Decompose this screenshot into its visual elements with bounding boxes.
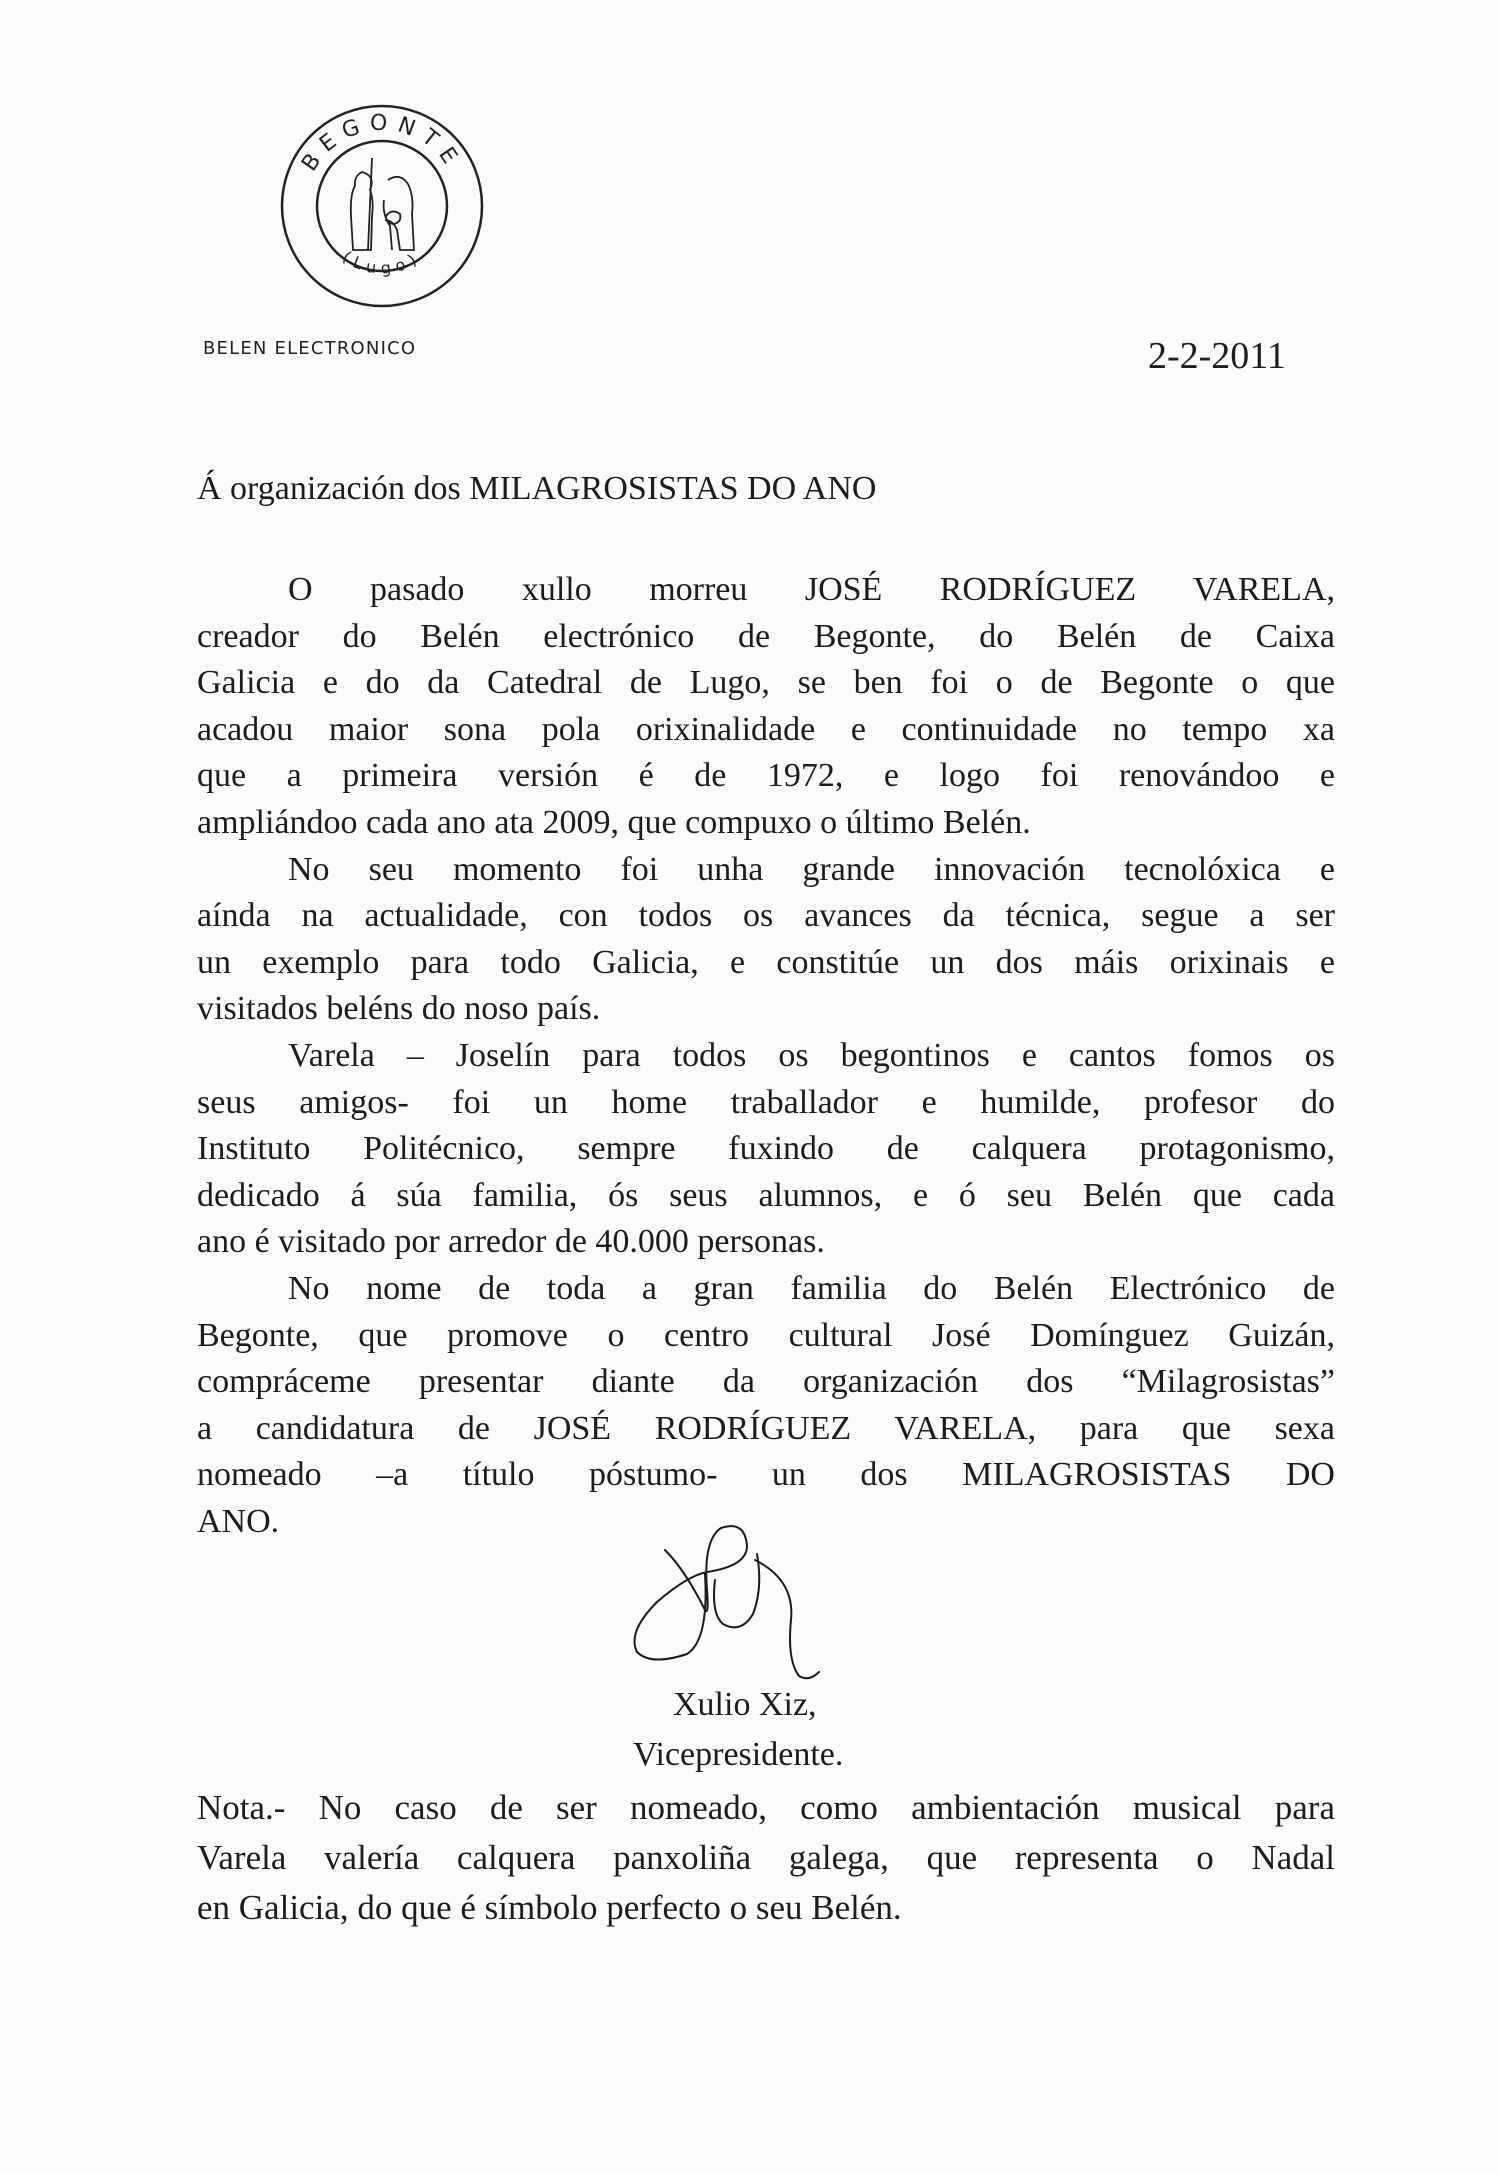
- note-line: Nota.- No caso de ser nomeado, como ambientación musical para: [197, 1788, 1335, 1827]
- body-line: visitados beléns do noso país.: [197, 990, 601, 1028]
- body-line: seus amigos- foi un home traballador e humilde, profesor do: [197, 1083, 1335, 1121]
- note-line: en Galicia, do que é símbolo perfecto o seu Belén.: [197, 1888, 902, 1927]
- signer-name: Xulio Xiz,: [673, 1686, 817, 1723]
- body-line: Galicia e do da Catedral de Lugo, se ben foi o de Begonte o que: [197, 664, 1335, 702]
- body-line: nomeado –a título póstumo- un dos MILAGROSISTAS DO: [197, 1456, 1335, 1494]
- body-line: Instituto Politécnico, sempre fuxindo de calquera protagonismo,: [197, 1130, 1335, 1168]
- body-line: No seu momento foi unha grande innovación tecnolóxica e: [288, 850, 1335, 888]
- note-paragraph: [197, 1783, 1335, 1933]
- body-line: Varela – Joselín para todos os begontinos e cantos fomos os: [288, 1036, 1335, 1074]
- body-line: ampliándoo cada ano ata 2009, que compuxo o último Belén.: [197, 803, 1031, 841]
- body-line: ano é visitado por arredor de 40.000 personas.: [197, 1223, 825, 1261]
- svg-text:(Lugo): (Lugo): [339, 247, 425, 278]
- body-line: Begonte, que promove o centro cultural José Domínguez Guizán,: [197, 1316, 1335, 1354]
- note-line: Varela valería calquera panxoliña galega, que representa o Nadal: [197, 1838, 1335, 1877]
- body-line: No nome de toda a gran familia do Belén Electrónico de: [288, 1269, 1335, 1307]
- signer-role: Vicepresidente.: [633, 1736, 844, 1773]
- body-line: un exemplo para todo Galicia, e constitúe un dos máis orixinais e: [197, 943, 1335, 981]
- body-line: O pasado xullo morreu JOSÉ RODRÍGUEZ VARELA,: [288, 571, 1335, 608]
- letterhead-title: BELEN ELECTRONICO: [203, 338, 417, 359]
- nativity-figures-icon: [351, 158, 414, 250]
- body-line: creador do Belén electrónico de Begonte, do Belén de Caixa: [197, 617, 1335, 655]
- body-line: ANO.: [197, 1502, 280, 1540]
- begonte-stamp-logo: [276, 100, 488, 312]
- letter-date: 2-2-2011: [1148, 335, 1286, 377]
- body-line: aínda na actualidade, con todos os avances da técnica, segue a ser: [197, 897, 1335, 935]
- body-line: compráceme presentar diante da organización dos “Milagrosistas”: [197, 1363, 1335, 1401]
- body-line: a candidatura de JOSÉ RODRÍGUEZ VARELA, para que sexa: [197, 1409, 1335, 1447]
- body-line: dedicado á súa familia, ós seus alumnos, e ó seu Belén que cada: [197, 1176, 1335, 1214]
- svg-text:BEGONTE: BEGONTE: [297, 110, 467, 176]
- handwritten-signature: [615, 1520, 835, 1690]
- body-line: acadou maior sona pola orixinalidade e continuidade no tempo xa: [197, 710, 1335, 748]
- letter-body: [197, 567, 1335, 1545]
- addressee-line: Á organización dos MILAGROSISTAS DO ANO: [197, 470, 877, 507]
- body-line: que a primeira versión é de 1972, e logo foi renovándoo e: [197, 757, 1335, 795]
